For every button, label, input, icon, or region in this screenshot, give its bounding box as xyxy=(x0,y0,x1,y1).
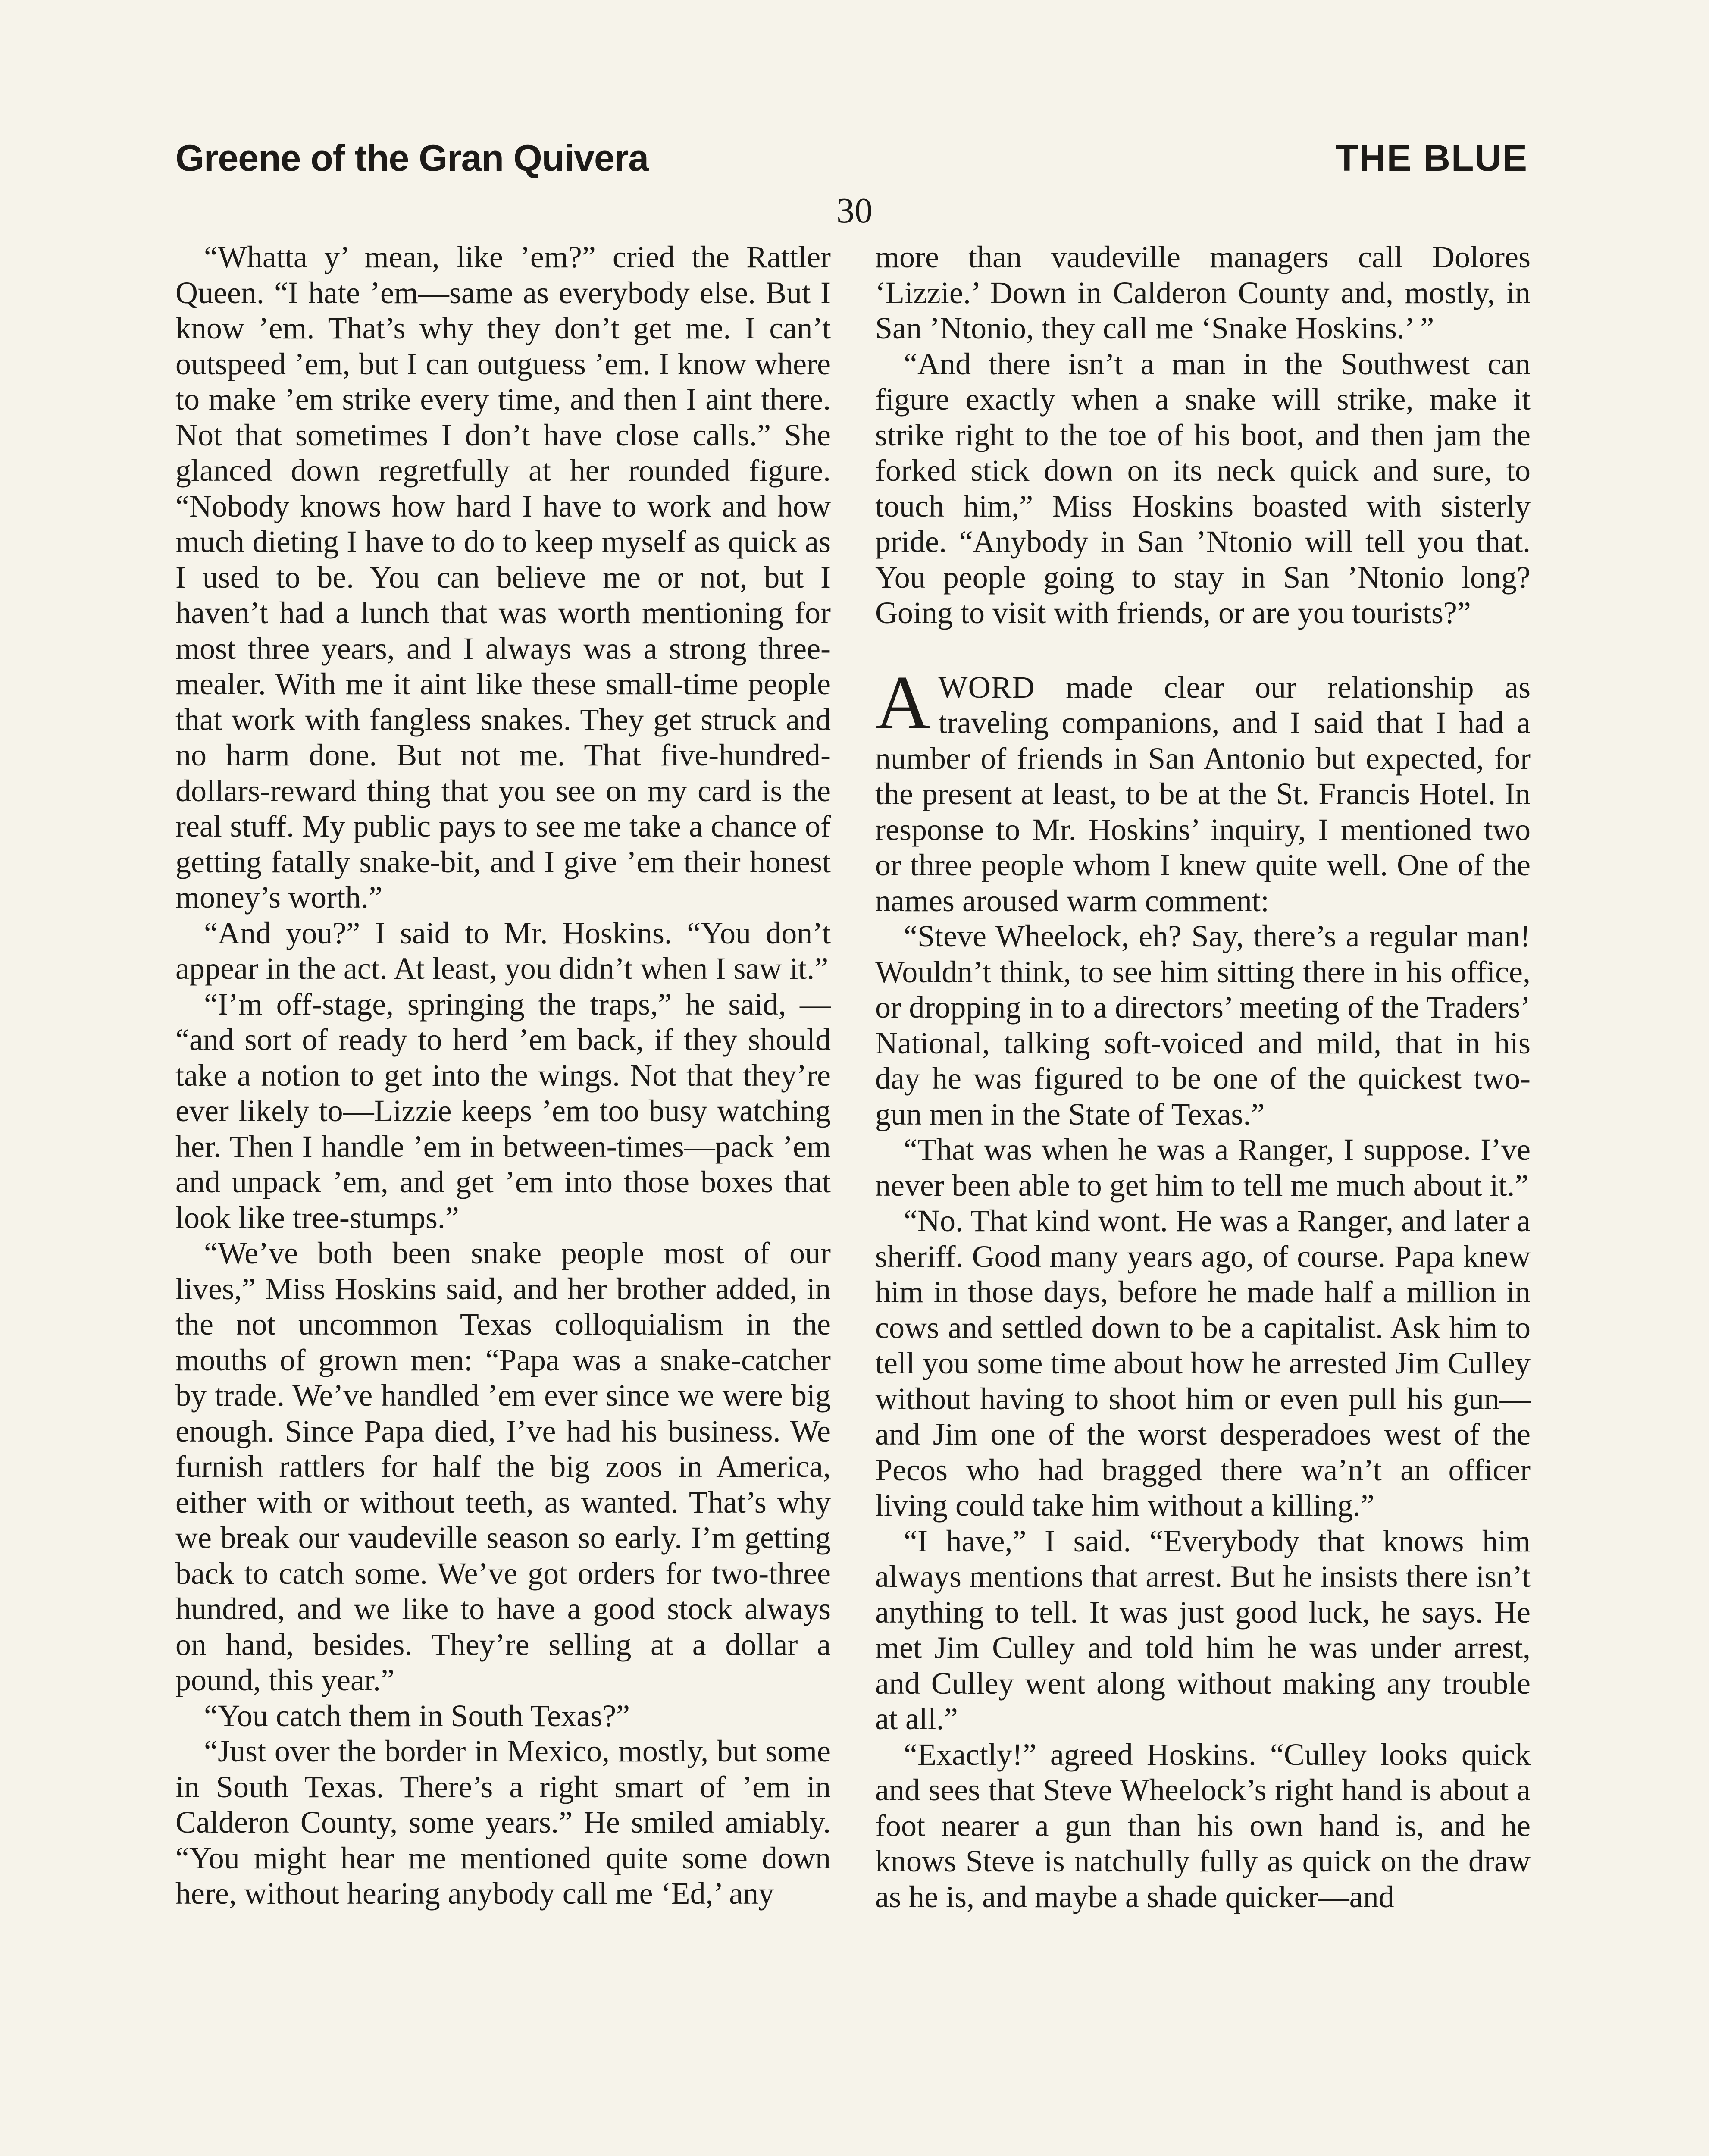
section-break xyxy=(875,631,1531,670)
paragraph: “Just over the border in Mexico, mostly, but some in South Texas. There’s a right smart of ’em in Calderon County, some years.” He smiled amiably. “You might hear me mentioned quite some down here, without hearing anybody call me ‘Ed,’ any xyxy=(175,1734,831,1911)
paragraph: “No. That kind wont. He was a Ranger, and later a sheriff. Good many years ago, of course. Papa knew him in those days, before he made half a million in cows and settled down to be a capitalist. Ask him to tell you some time about how he arrested Jim Culley without having to shoot him or even pull his gun—and Jim one of the worst desperadoes west of the Pecos who had bragged there wa’n’t an officer living could take him without a killing.” xyxy=(875,1203,1531,1523)
section-opening-paragraph xyxy=(875,659,1531,919)
opening-word: WORD xyxy=(938,670,1035,705)
paragraph: “We’ve both been snake people most of our lives,” Miss Hoskins said, and her brother added, in the not uncommon Texas colloquialism in the mouths of grown men: “Papa was a snake-catcher by trade. We’ve handled ’em ever since we were big enough. Since Papa died, I’ve had his business. We furnish rattlers for half the big zoos in America, either with or without teeth, as wanted. That’s why we break our vaudeville season so early. I’m getting back to catch some. We’ve got orders for two-three hundred, and we like to have a good stock always on hand, besides. They’re selling at a dollar a pound, this year.” xyxy=(175,1236,831,1697)
opening-text: made clear our relationship as traveling companions, and I said that I had a number of friends in San Antonio but expected, for the present at least, to be at the St. Francis Hotel. In response to Mr. Hoskins’ inquiry, I mentioned two or three people whom I knew quite well. One of the names aroused warm comment: xyxy=(875,670,1531,918)
paragraph-continued: more than vaudeville managers call Dolores ‘Lizzie.’ Down in Calderon County and, mostly, in San ’Ntonio, they call me ‘Snake Hoskins.’ ” xyxy=(875,240,1531,345)
paragraph: “That was when he was a Ranger, I suppose. I’ve never been able to get him to tell me much about it.” xyxy=(875,1132,1531,1203)
left-column xyxy=(175,239,831,1912)
paragraph: “I have,” I said. “Everybody that knows him always mentions that arrest. But he insists there isn’t anything to tell. It was just good luck, he says. He met Jim Culley and told him he was under arrest, and Culley went along without making any trouble at all.” xyxy=(875,1523,1531,1736)
paragraph: “You catch them in South Texas?” xyxy=(204,1698,630,1733)
paragraph: “And there isn’t a man in the Southwest can figure exactly when a snake will strike, make it strike right to the toe of his boot, and then jam the forked stick down on its neck quick and sure, to touch him,” Miss Hoskins boasted with sisterly pride. “Anybody in San ’Ntonio will tell you that. You people going to stay in San ’Ntonio long? Going to visit with friends, or are you tourists?” xyxy=(875,346,1531,630)
paragraph: “Exactly!” agreed Hoskins. “Culley looks quick and sees that Steve Wheelock’s right hand is about a foot nearer a gun than his own hand is, and he knows Steve is natchully fully as quick on the draw as he is, and maybe a shade quicker—and xyxy=(875,1737,1531,1914)
paragraph: “Whatta y’ mean, like ’em?” cried the Rattler Queen. “I hate ’em—same as everybody else. But I know ’em. That’s why they don’t get me. I can’t outspeed ’em, but I can outguess ’em. I know where to make ’em strike every time, and then I aint there. Not that sometimes I don’t have close calls.” She glanced down regretfully at her rounded figure. “Nobody knows how hard I have to work and how much dieting I have to do to keep myself as quick as I used to be. You can believe me or not, but I haven’t had a lunch that was worth mentioning for most three years, and I always was a strong three-mealer. With me it aint like these small-time people that work with fangless snakes. They get struck and no harm done. But not me. That five-hundred-dollars-reward thing that you see on my card is the real stuff. My public pays to see me take a chance of getting fatally snake-bit, and I give ’em their honest money’s worth.” xyxy=(175,240,831,915)
page-number: 30 xyxy=(836,191,873,231)
story-title: Greene of the Gran Quivera xyxy=(175,138,649,179)
paragraph: “Steve Wheelock, eh? Say, there’s a regular man! Wouldn’t think, to see him sitting there in his office, or dropping in to a directors’ meeting of the Traders’ National, talking soft-voiced and mild, that in his day he was figured to be one of the quickest two-gun men in the State of Texas.” xyxy=(875,919,1531,1131)
paragraph: “I’m off-stage, springing the traps,” he said, — “and sort of ready to herd ’em back, if they should take a notion to get into the wings. Not that they’re ever likely to—Lizzie keeps ’em too busy watching her. Then I handle ’em in between-times—pack ’em and unpack ’em, and get ’em into those boxes that look like tree-stumps.” xyxy=(175,987,831,1235)
drop-cap: A xyxy=(875,659,931,745)
right-column xyxy=(875,239,1531,1915)
magazine-name: THE BLUE xyxy=(1336,138,1528,179)
paragraph: “And you?” I said to Mr. Hoskins. “You don’t appear in the act. At least, you didn’t when I saw it.” xyxy=(175,915,831,986)
